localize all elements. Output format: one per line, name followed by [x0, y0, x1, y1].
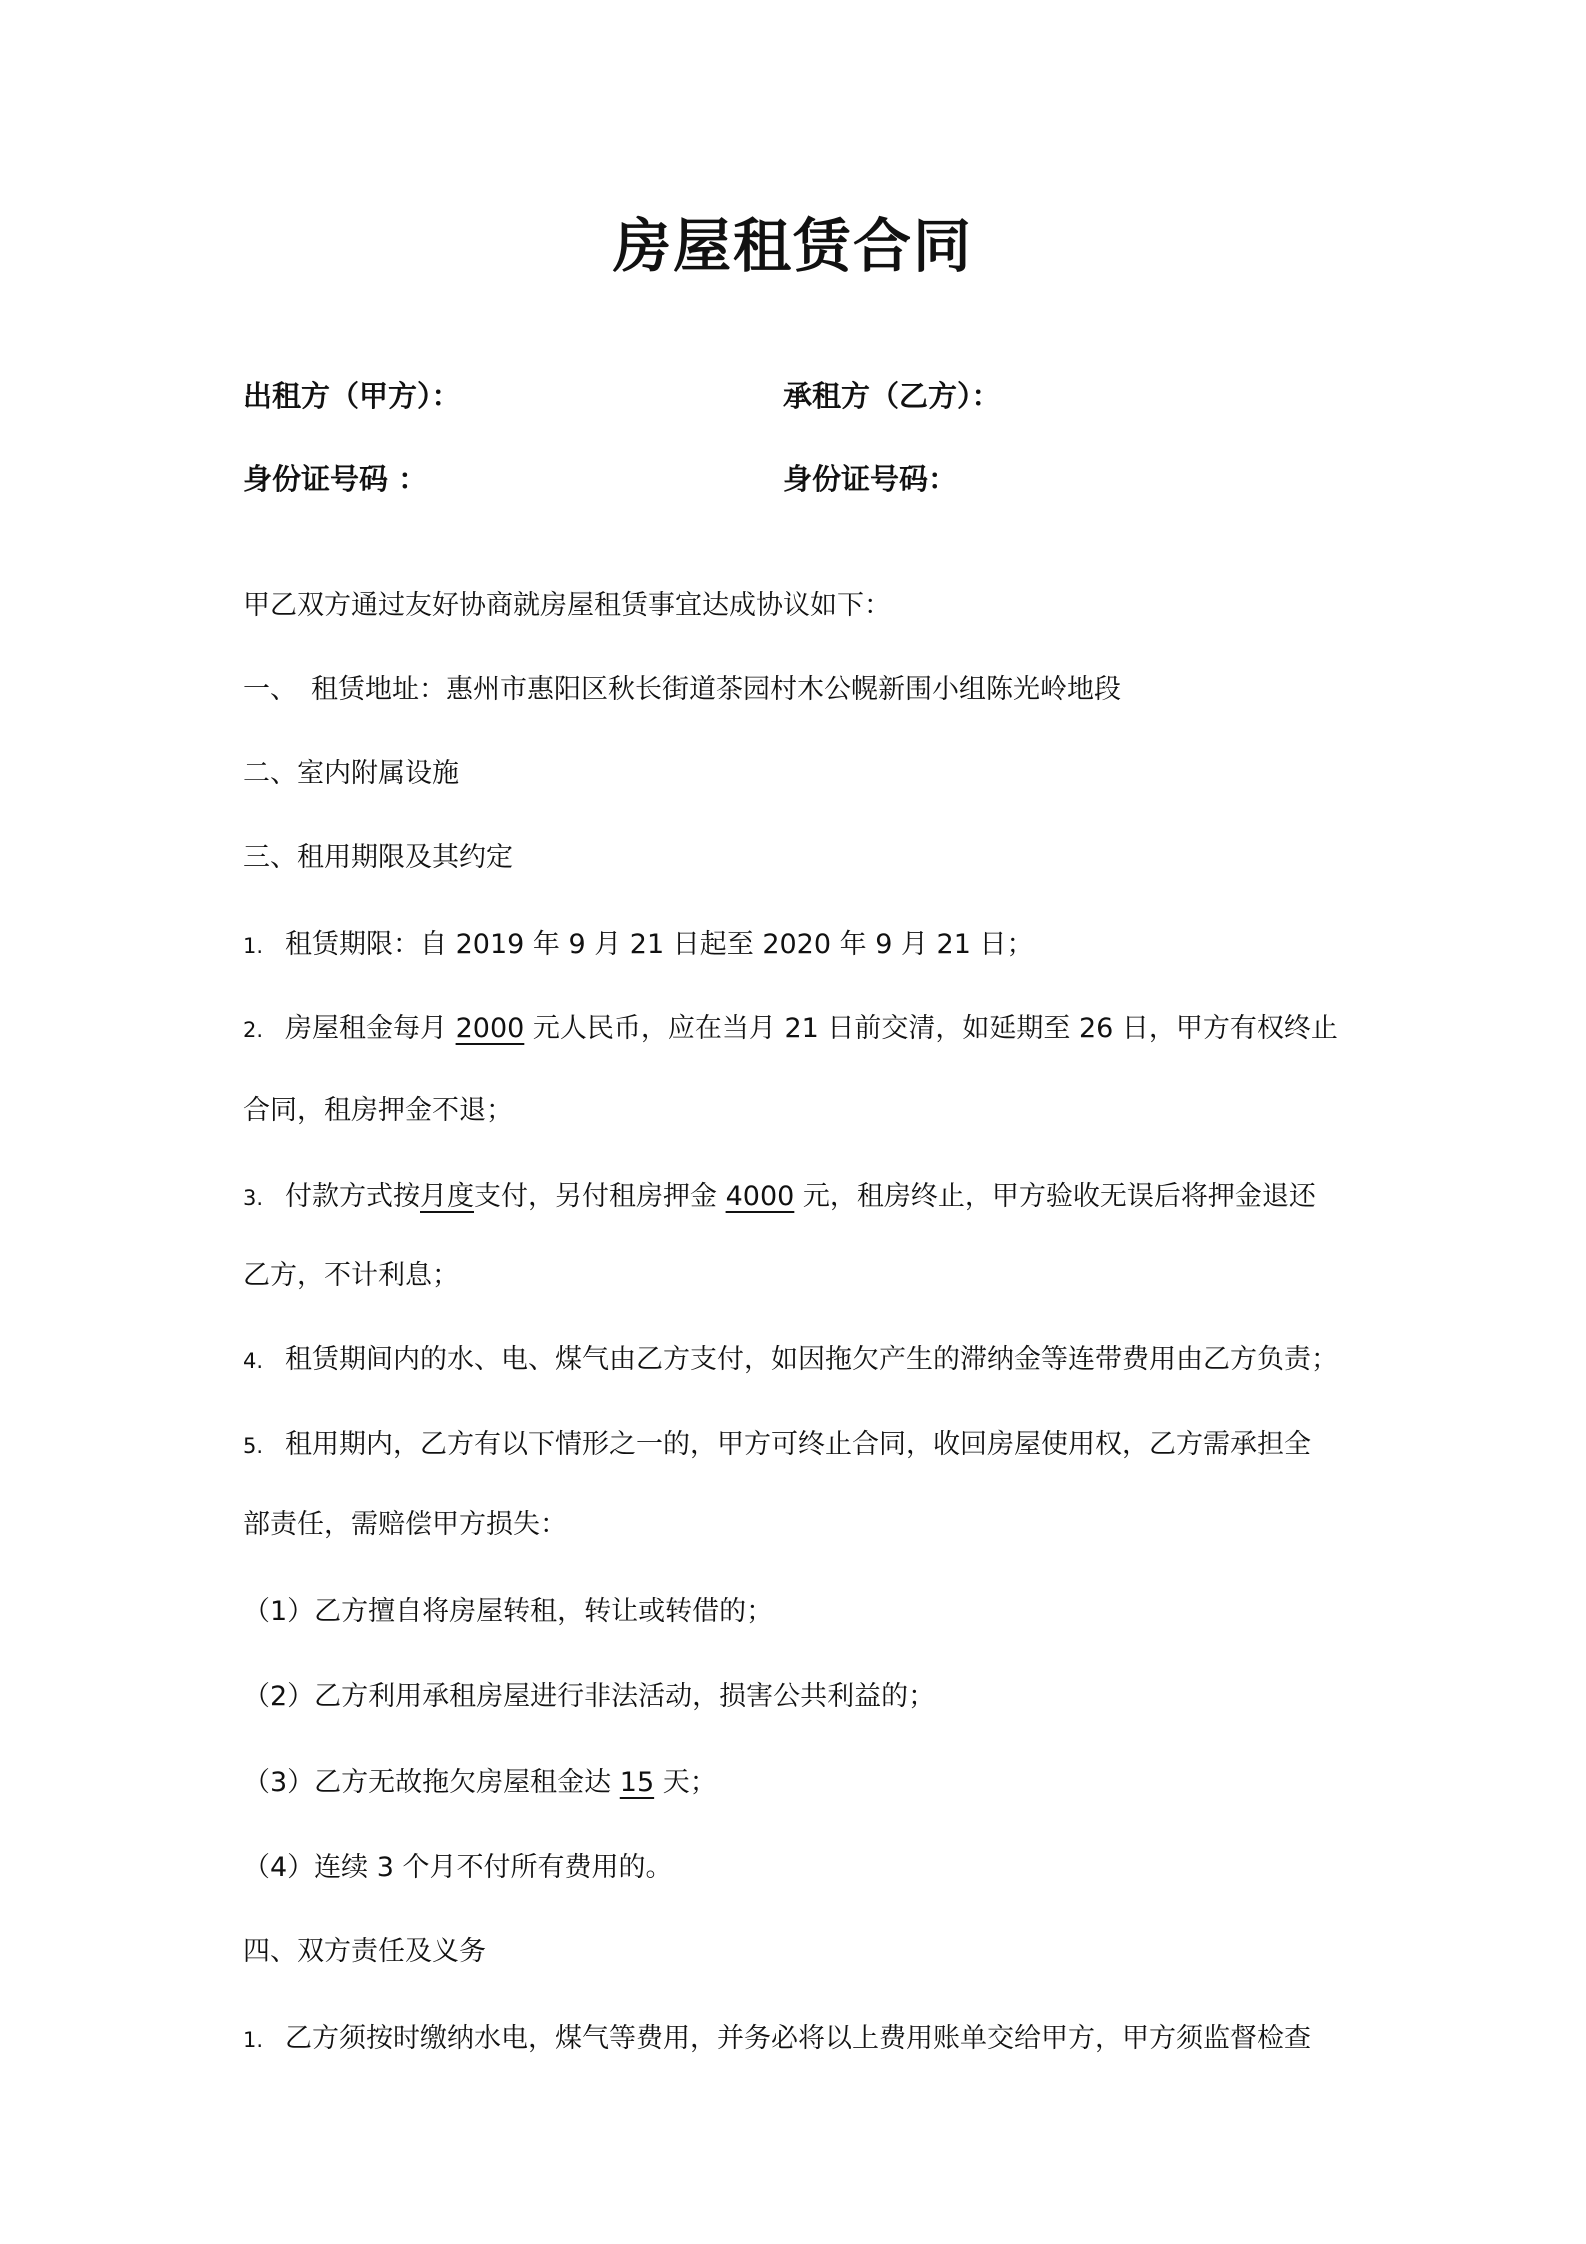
deposit-amount: 4000 [725, 1181, 795, 1212]
lessee-label: 承租方（乙方）： [783, 379, 1001, 413]
clause-2-continuation: 合同，租房押金不退； [243, 1095, 513, 1126]
clause-5 [243, 1425, 1311, 1466]
clause-2-number: 2. [243, 1018, 264, 1042]
termination-case-1: （1）乙方擅自将房屋转租，转让或转借的； [243, 1596, 774, 1627]
clause-5-continuation: 部责任，需赔偿甲方损失： [243, 1509, 567, 1540]
clause-5-number: 5. [243, 1434, 264, 1458]
duty-clause-1-text: 乙方须按时缴纳水电，煤气等费用，并务必将以上费用账单交给甲方，甲方须监督检查 [285, 2023, 1311, 2054]
termination-case-3-text-a: （3）乙方无故拖欠房屋租金达 [243, 1767, 620, 1798]
clause-3 [243, 1177, 1316, 1218]
lessor-id-label: 身份证号码 ： [243, 462, 428, 496]
section-1-prefix: 一、 [243, 674, 297, 705]
clause-3-text-b: 支付，另付租房押金 [474, 1181, 726, 1212]
clause-3-continuation: 乙方，不计利息； [243, 1260, 459, 1291]
clause-3-text-c: 元，租房终止，甲方验收无误后将押金退还 [794, 1181, 1316, 1212]
page-title: 房屋租赁合同 [612, 212, 973, 280]
section-2-heading: 二、室内附属设施 [243, 758, 459, 789]
lessor-label: 出租方（甲方）： [243, 379, 461, 413]
clause-1 [243, 925, 1034, 966]
clause-5-text: 租用期内，乙方有以下情形之一的，甲方可终止合同，收回房屋使用权，乙方需承担全 [285, 1429, 1311, 1460]
clause-1-text: 租赁期限：自 2019 年 9 月 21 日起至 2020 年 9 月 21 日； [285, 929, 1034, 960]
clause-3-text-a: 付款方式按 [285, 1181, 420, 1212]
termination-case-3-text-b: 天； [654, 1767, 717, 1798]
clause-4-text: 租赁期间内的水、电、煤气由乙方支付，如因拖欠产生的滞纳金等连带费用由乙方负责； [285, 1344, 1338, 1375]
intro-paragraph: 甲乙双方通过友好协商就房屋租赁事宜达成协议如下： [243, 590, 891, 621]
duty-clause-1-number: 1. [243, 2028, 264, 2052]
clause-4 [243, 1340, 1338, 1381]
clause-2-text-b: 元人民币，应在当月 21 日前交清，如延期至 26 日，甲方有权终止 [524, 1013, 1338, 1044]
termination-case-4: （4）连续 3 个月不付所有费用的。 [243, 1852, 673, 1883]
duty-clause-1 [243, 2019, 1311, 2060]
section-1-text: 租赁地址：惠州市惠阳区秋长街道茶园村木公幌新围小组陈光岭地段 [311, 674, 1121, 705]
section-3-heading: 三、租用期限及其约定 [243, 842, 513, 873]
clause-3-number: 3. [243, 1186, 264, 1210]
overdue-days: 15 [619, 1767, 655, 1798]
clause-4-number: 4. [243, 1349, 264, 1373]
clause-1-number: 1. [243, 934, 264, 958]
clause-2 [243, 1009, 1338, 1050]
rent-amount: 2000 [455, 1013, 525, 1044]
lessee-id-label: 身份证号码： [783, 462, 958, 496]
payment-period: 月度 [420, 1181, 474, 1212]
clause-2-text-a: 房屋租金每月 [285, 1013, 456, 1044]
section-4-heading: 四、双方责任及义务 [243, 1936, 486, 1967]
section-1 [243, 670, 1121, 710]
termination-case-3 [243, 1763, 717, 1803]
termination-case-2: （2）乙方利用承租房屋进行非法活动，损害公共利益的； [243, 1681, 936, 1712]
